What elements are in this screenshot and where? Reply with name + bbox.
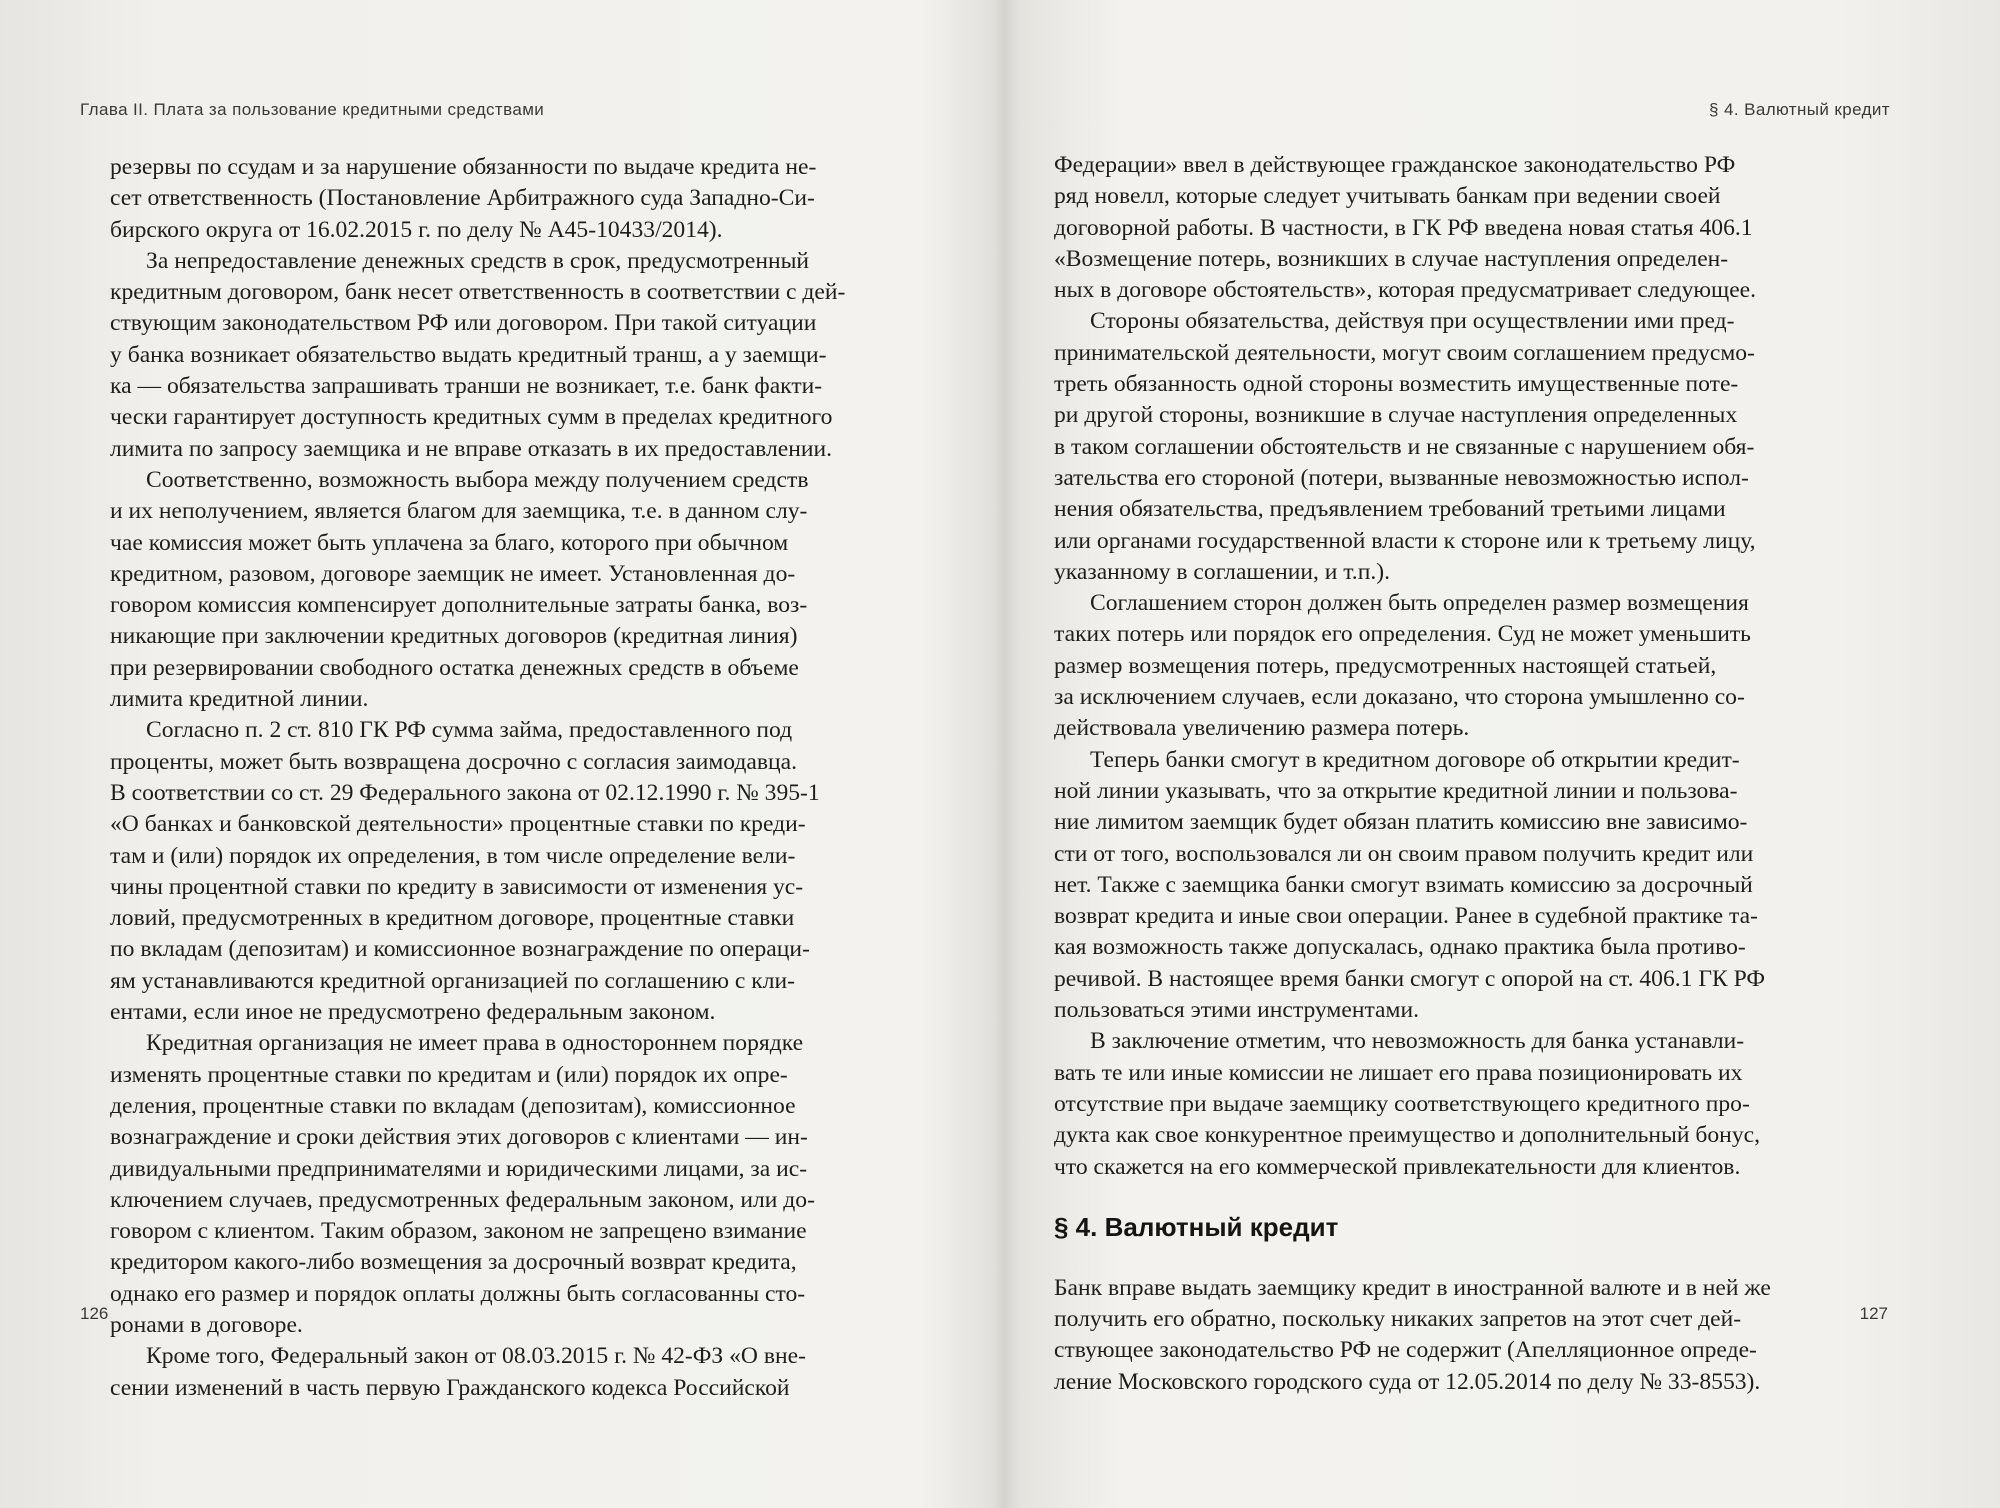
text-line: резервы по ссудам и за нарушение обязанности по выдаче кредита не- (110, 154, 817, 180)
text-line: ловий, предусмотренных в кредитном договоре, процентные ставки (110, 905, 795, 932)
text-line: никающие при заключении кредитных договоров (кредитная линия) (110, 623, 798, 650)
text-line: «О банках и банковской деятельности» процентные ставки по креди- (110, 811, 806, 838)
section-heading: § 4. Валютный кредит (1054, 1211, 1339, 1242)
text-line: Федерации» ввел в действующее гражданское законодательство РФ (1054, 152, 1736, 178)
text-line: Соответственно, возможность выбора между получением средств (146, 466, 809, 493)
text-line: говором с клиентом. Таким образом, законом не запрещено взимание (110, 1218, 807, 1245)
text-line: ряд новелл, которые следует учитывать банкам при ведении своей (1054, 183, 1721, 210)
text-line: Банк вправе выдать заемщику кредит в иностранной валюте и в ней же (1054, 1274, 1771, 1301)
text-line: «Возмещение потерь, возникших в случае наступления определен- (1054, 245, 1729, 272)
text-line: ентами, если иное не предусмотрено федеральным законом. (110, 999, 716, 1026)
text-line: вознаграждение и сроки действия этих договоров с клиентами — ин- (110, 1124, 808, 1151)
text-line: по вкладам (депозитам) и комиссионное вознаграждение по операци- (110, 936, 810, 963)
right-page-text (1054, 150, 1892, 1398)
text-line: указанному в соглашении, и т.п.). (1054, 558, 1390, 585)
text-line: получить его обратно, поскольку никаких запретов на этот счет дей- (1054, 1306, 1742, 1333)
text-line: договорной работы. В частности, в ГК РФ введена новая статья 406.1 (1054, 214, 1753, 241)
right-page (1000, 0, 2000, 1508)
text-line: говором комиссия компенсирует дополнительные затраты банка, воз- (110, 592, 808, 619)
text-line: ние лимитом заемщик будет обязан платить комиссию вне зависимо- (1054, 809, 1748, 836)
text-line: изменять процентные ставки по кредитам и (или) порядок их опре- (110, 1061, 788, 1088)
text-line: чины процентной ставки по кредиту в зависимости от изменения ус- (110, 873, 804, 900)
text-line: нения обязательства, предъявлением требований третьими лицами (1054, 496, 1726, 523)
text-line: В заключение отметим, что невозможность для банка устанавли- (1090, 1028, 1745, 1055)
text-line: действовала увеличению размера потерь. (1054, 715, 1470, 742)
text-line: ление Московского городского суда от 12.05.2014 по делу № 33-8553). (1054, 1368, 1761, 1395)
text-line: что скажется на его коммерческой привлекательности для клиентов. (1054, 1153, 1741, 1180)
text-line: Кроме того, Федеральный закон от 08.03.2015 г. № 42-ФЗ «О вне- (146, 1343, 806, 1370)
text-line: сении изменений в часть первую Гражданского кодекса Российской (110, 1374, 790, 1401)
text-line: речивой. В настоящее время банки смогут с опорой на ст. 406.1 ГК РФ (1054, 965, 1765, 992)
right-page-number: 127 (1859, 1304, 1888, 1323)
text-line: проценты, может быть возвращена досрочно с согласия заимодавца. (110, 748, 798, 775)
text-line: лимита по запросу заемщика и не вправе отказать в их предоставлении. (110, 435, 833, 462)
text-line: деления, процентные ставки по вкладам (депозитам), комиссионное (110, 1092, 796, 1119)
text-line: в таком соглашении обстоятельств и не связанные с нарушением обя- (1054, 433, 1755, 460)
text-line: дукта как свое конкурентное преимущество и дополнительный бонус, (1054, 1122, 1760, 1149)
text-line: возврат кредита и иные свои операции. Ранее в судебной практике та- (1054, 903, 1758, 930)
left-page-number: 126 (80, 1304, 109, 1323)
text-line: зательства его стороной (потери, вызванные невозможностью испол- (1054, 464, 1749, 491)
text-line: сет ответственность (Постановление Арбитражного суда Западно-Си- (110, 185, 815, 212)
text-line: при резервировании свободного остатка денежных средств в объеме (110, 654, 799, 681)
text-line: размер возмещения потерь, предусмотренных настоящей статьей, (1054, 652, 1717, 679)
text-line: или органами государственной власти к стороне или к третьему лицу, (1054, 527, 1756, 554)
left-page-text (110, 152, 948, 1404)
text-line: Стороны обязательства, действуя при осуществлении ими пред- (1090, 308, 1735, 335)
left-running-head: Глава II. Плата за пользование кредитными средствами (80, 100, 545, 119)
text-line: там и (или) порядок их определения, в том числе определение вели- (110, 842, 796, 869)
text-line: За непредоставление денежных средств в срок, предусмотренный (146, 247, 810, 274)
text-line: Согласно п. 2 ст. 810 ГК РФ сумма займа, предоставленного под (146, 717, 793, 744)
text-line: и их неполучением, является благом для заемщика, т.е. в данном слу- (110, 498, 808, 525)
text-line: Соглашением сторон должен быть определен размер возмещения (1090, 590, 1749, 617)
text-line: ных в договоре обстоятельств», которая предусматривает следующее. (1054, 277, 1757, 304)
text-line: отсутствие при выдаче заемщику соответствующего кредитного про- (1054, 1090, 1750, 1117)
text-line: лимита кредитной линии. (110, 686, 369, 713)
text-line: ной линии указывать, что за открытие кредитной линии и пользова- (1054, 777, 1738, 804)
text-line: принимательской деятельности, могут своим соглашением предусмо- (1054, 339, 1755, 366)
text-line: кая возможность также допускалась, однако практика была противо- (1054, 934, 1746, 961)
text-line: дивидуальными предпринимателями и юридическими лицами, за ис- (110, 1155, 808, 1182)
text-line: В соответствии со ст. 29 Федерального закона от 02.12.1990 г. № 395-1 (110, 779, 820, 806)
text-line: сти от того, воспользовался ли он своим правом получить кредит или (1054, 840, 1754, 867)
text-line: Теперь банки смогут в кредитном договоре об открытии кредит- (1090, 746, 1740, 773)
text-line: за исключением случаев, если доказано, что сторона умышленно со- (1054, 684, 1745, 711)
text-line: ронами в договоре. (110, 1311, 303, 1338)
text-line: кредитором какого-либо возмещения за досрочный возврат кредита, (110, 1249, 797, 1276)
text-line: вать те или иные комиссии не лишает его права позиционировать их (1054, 1059, 1743, 1086)
text-line: таких потерь или порядок его определения. Суд не может уменьшить (1054, 621, 1751, 648)
text-line: кредитным договором, банк несет ответственность в соответствии с дей- (110, 279, 846, 306)
text-line: ри другой стороны, возникшие в случае наступления определенных (1054, 402, 1738, 429)
text-line: однако его размер и порядок оплаты должны быть согласованны сто- (110, 1280, 806, 1307)
text-line: ям устанавливаются кредитной организацией по соглашению с кли- (110, 967, 795, 994)
right-running-head: § 4. Валютный кредит (1709, 100, 1890, 119)
text-line: Кредитная организация не имеет права в одностороннем порядке (146, 1030, 804, 1057)
text-line: чески гарантирует доступность кредитных сумм в пределах кредитного (110, 404, 833, 431)
text-line: кредитном, разовом, договоре заемщик не имеет. Установленная до- (110, 560, 796, 587)
text-line: бирского округа от 16.02.2015 г. по делу № А45-10433/2014). (110, 216, 723, 243)
text-line: пользоваться этими инструментами. (1054, 997, 1419, 1024)
text-line: ка — обязательства запрашивать транши не возникает, т.е. банк факти- (110, 373, 823, 400)
text-line: ствующее законодательство РФ не содержит (Апелляционное опреде- (1054, 1337, 1757, 1364)
text-line: ствующим законодательством РФ или договором. При такой ситуации (110, 310, 817, 337)
text-line: чае комиссия может быть уплачена за благо, которого при обычном (110, 529, 789, 556)
text-line: у банка возникает обязательство выдать кредитный транш, а у заемщи- (110, 341, 827, 368)
text-line: нет. Также с заемщика банки смогут взимать комиссию за досрочный (1054, 871, 1753, 898)
text-line: треть обязанность одной стороны возместить имущественные поте- (1054, 371, 1739, 398)
text-line: ключением случаев, предусмотренных федеральным законом, или до- (110, 1186, 815, 1213)
